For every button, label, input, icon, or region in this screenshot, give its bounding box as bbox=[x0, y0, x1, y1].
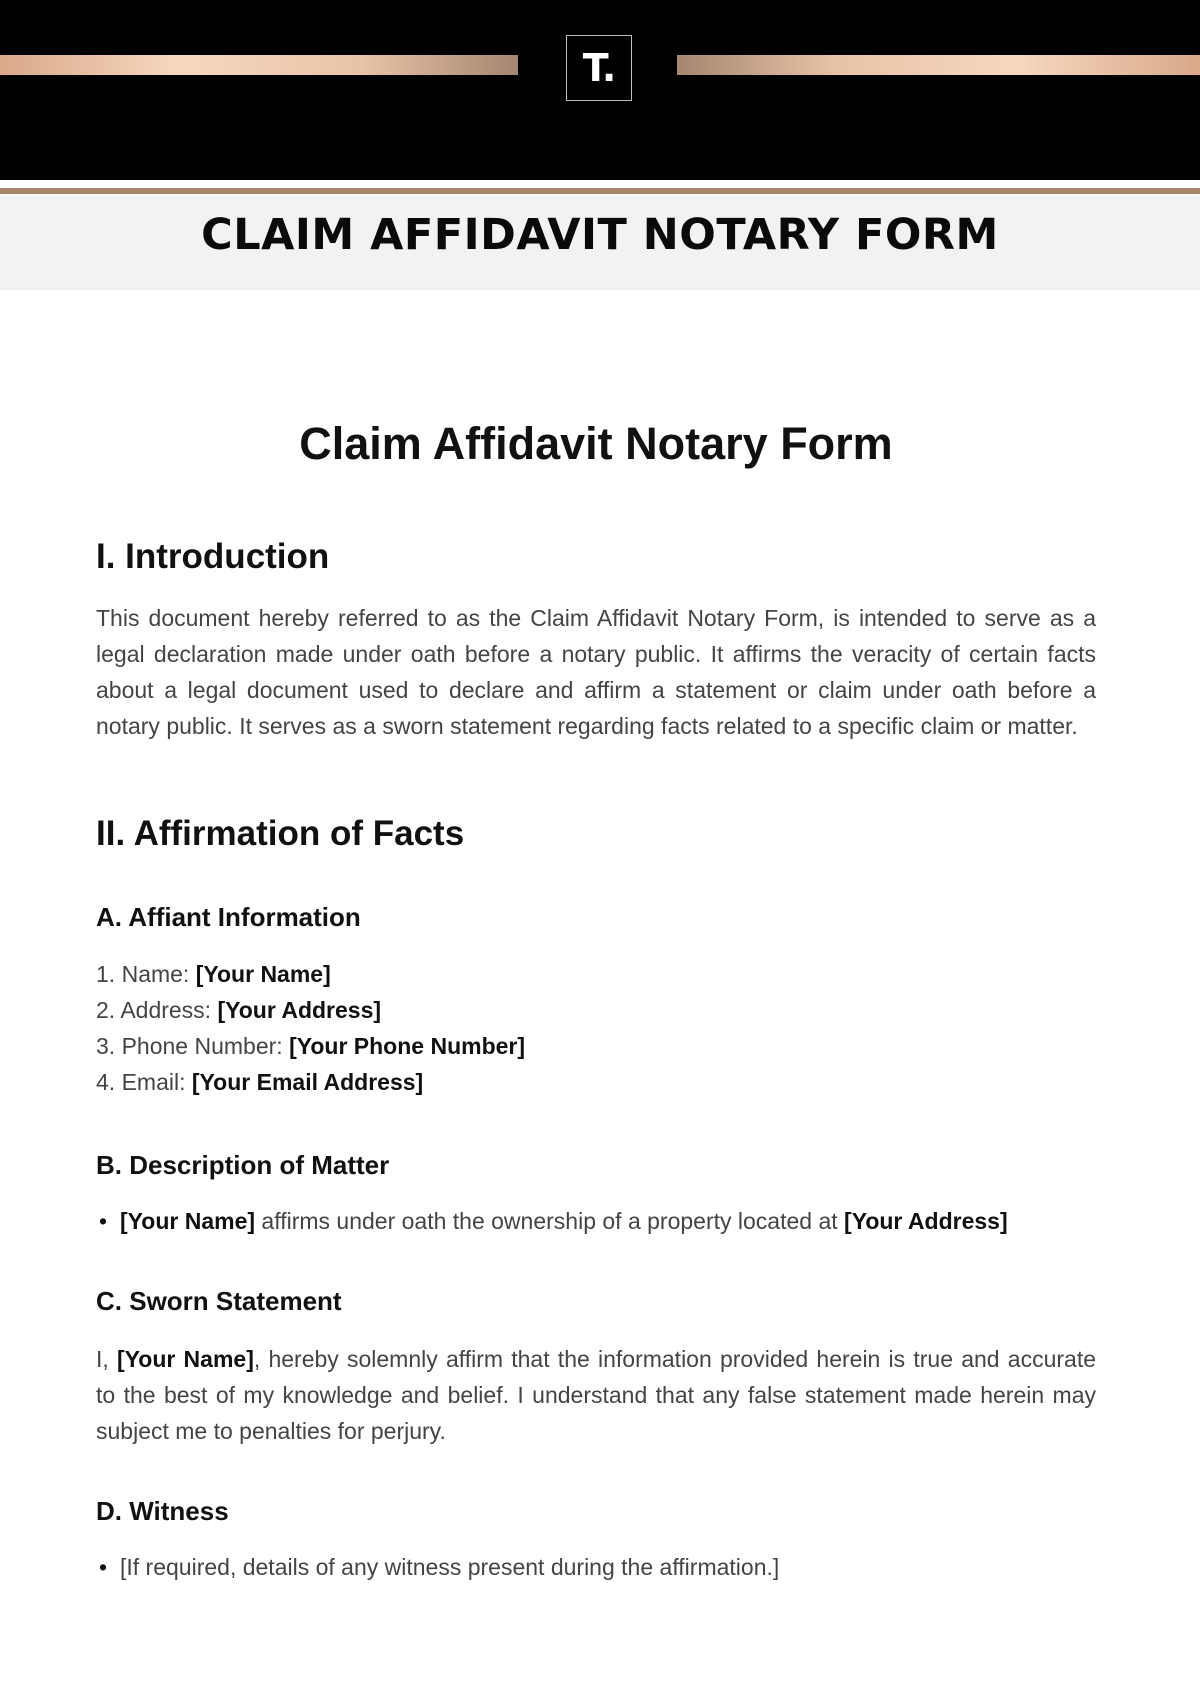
field-label: Name: bbox=[121, 961, 196, 987]
list-number: 2. bbox=[96, 997, 116, 1023]
bullet-icon: • bbox=[99, 1554, 108, 1580]
bullet-icon: • bbox=[99, 1208, 108, 1234]
list-item bbox=[96, 992, 1096, 1028]
list-number: 4. bbox=[96, 1069, 116, 1095]
logo bbox=[566, 35, 632, 101]
list-number: 3. bbox=[96, 1033, 116, 1059]
field-label: Phone Number: bbox=[121, 1033, 290, 1059]
header-banner bbox=[0, 0, 1200, 180]
placeholder-name: [Your Name] bbox=[120, 1208, 256, 1234]
list-number: 1. bbox=[96, 961, 116, 987]
subheading-description-of-matter: B. Description of Matter bbox=[96, 1150, 390, 1180]
statement-prefix: I, bbox=[96, 1346, 117, 1372]
witness-list bbox=[96, 1549, 1096, 1585]
list-item bbox=[96, 1028, 1096, 1064]
field-value: [Your Phone Number] bbox=[289, 1033, 526, 1059]
subheading-sworn-statement: C. Sworn Statement bbox=[96, 1286, 342, 1316]
placeholder-address: [Your Address] bbox=[844, 1208, 1008, 1234]
document-title: Claim Affidavit Notary Form bbox=[299, 418, 893, 469]
subheading-affiant-information: A. Affiant Information bbox=[96, 902, 361, 932]
banner-title: CLAIM AFFIDAVIT NOTARY FORM bbox=[201, 210, 999, 260]
field-label: Address: bbox=[120, 997, 218, 1023]
sworn-statement-paragraph bbox=[96, 1341, 1096, 1449]
field-value: [Your Email Address] bbox=[191, 1069, 424, 1095]
list-item bbox=[96, 1203, 1096, 1239]
placeholder-name: [Your Name] bbox=[117, 1346, 254, 1372]
field-label: Email: bbox=[121, 1069, 192, 1095]
list-item bbox=[96, 956, 1096, 992]
affiant-info-list bbox=[96, 956, 1096, 1100]
section-heading-introduction: I. Introduction bbox=[96, 537, 330, 576]
field-value: [Your Address] bbox=[217, 997, 382, 1023]
decorative-bar-right bbox=[677, 55, 1200, 75]
matter-text: affirms under oath the ownership of a property located at bbox=[255, 1208, 845, 1234]
witness-text: [If required, details of any witness present during the affirmation.] bbox=[120, 1554, 780, 1580]
matter-list bbox=[96, 1203, 1096, 1239]
document-body bbox=[96, 410, 1096, 1585]
logo-text: T. bbox=[582, 46, 616, 90]
statement-text: , hereby solemnly affirm that the information provided herein is true and accurate to the best of my knowledge and belief. I understand that any false statement made herein may subject me to penalties for perjury. bbox=[96, 1346, 1097, 1444]
divider-line bbox=[0, 188, 1200, 194]
decorative-bar-left bbox=[0, 55, 518, 75]
list-item bbox=[96, 1064, 1096, 1100]
introduction-paragraph: This document hereby referred to as the Claim Affidavit Notary Form, is intended to serve as a legal declaration made under oath before a notary public. It affirms the veracity of certain facts about a legal document used to declare and affirm a statement or claim under oath before a notary public. It serves as a sworn statement regarding facts related to a specific claim or matter. bbox=[96, 605, 1096, 739]
list-item bbox=[96, 1549, 1096, 1585]
subheading-witness: D. Witness bbox=[96, 1496, 229, 1526]
field-value: [Your Name] bbox=[195, 961, 331, 987]
section-heading-affirmation: II. Affirmation of Facts bbox=[96, 814, 465, 853]
